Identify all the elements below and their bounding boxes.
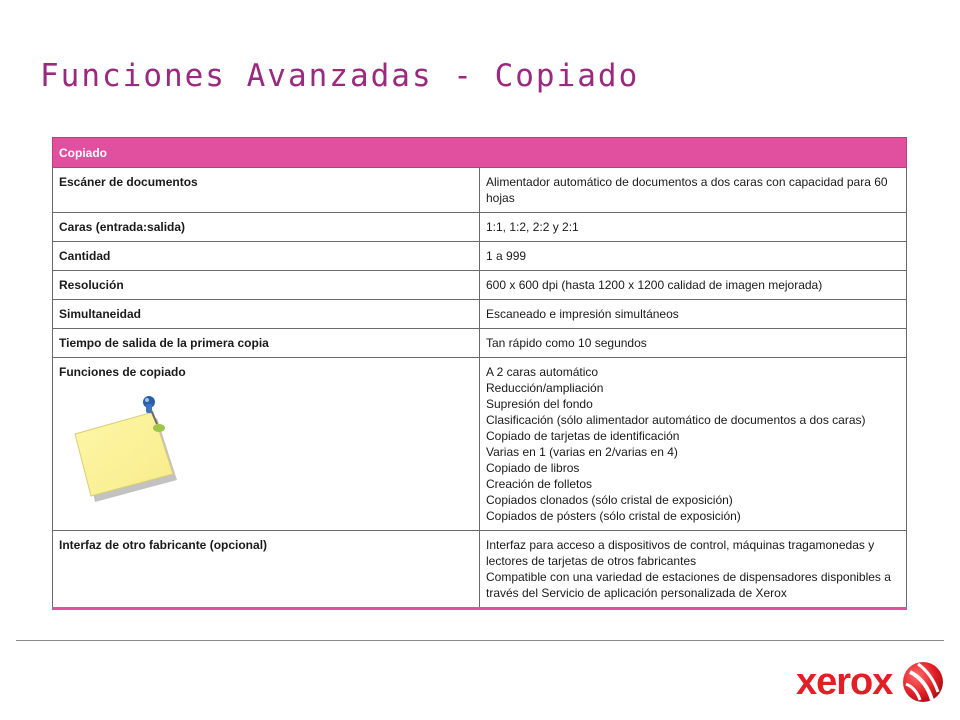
row-label: Simultaneidad [53, 300, 480, 329]
row-label: Interfaz de otro fabricante (opcional) [53, 531, 480, 609]
table-row [53, 242, 907, 271]
features-label-cell [53, 358, 480, 531]
footer-divider [16, 640, 944, 641]
row-value: Escaneado e impresión simultáneos [480, 300, 907, 329]
row-label: Caras (entrada:salida) [53, 213, 480, 242]
xerox-sphere-icon [902, 660, 944, 704]
list-item: Interfaz para acceso a dispositivos de control, máquinas tragamonedas y lectores de tarjetas de otros fabricantes [486, 538, 875, 568]
copy-spec-table [52, 137, 907, 610]
list-item: Compatible con una variedad de estaciones de dispensadores disponibles a través del Servicio de aplicación personalizada de Xerox [486, 570, 891, 600]
page-title: Funciones Avanzadas - Copiado [40, 58, 640, 94]
table-row [53, 329, 907, 358]
row-value: 1:1, 1:2, 2:2 y 2:1 [480, 213, 907, 242]
table-row [53, 168, 907, 213]
row-value: Alimentador automático de documentos a dos caras con capacidad para 60 hojas [480, 168, 907, 213]
list-item: Creación de folletos [486, 477, 593, 491]
sticky-note-icon [69, 396, 189, 506]
table-row-features [53, 358, 907, 531]
table-row-interface [53, 531, 907, 609]
row-label: Funciones de copiado [59, 365, 186, 379]
row-label: Escáner de documentos [53, 168, 480, 213]
list-item: Copiados clonados (sólo cristal de exposición) [486, 493, 733, 507]
table-row [53, 271, 907, 300]
table-row [53, 300, 907, 329]
list-item: A 2 caras automático [486, 365, 599, 379]
table-row [53, 213, 907, 242]
list-item: Clasificación (sólo alimentador automático de documentos a dos caras) [486, 413, 866, 427]
list-item: Copiados de pósters (sólo cristal de exposición) [486, 509, 741, 523]
sticky-note-illustration [59, 380, 473, 492]
table-header: Copiado [53, 138, 907, 168]
list-item: Reducción/ampliación [486, 381, 604, 395]
row-value: 600 x 600 dpi (hasta 1200 x 1200 calidad de imagen mejorada) [480, 271, 907, 300]
logo-wordmark: xerox [796, 661, 893, 703]
xerox-logo [796, 660, 946, 708]
row-value: 1 a 999 [480, 242, 907, 271]
row-label: Cantidad [53, 242, 480, 271]
row-value: Tan rápido como 10 segundos [480, 329, 907, 358]
interface-description [480, 531, 907, 609]
features-list [480, 358, 907, 531]
list-item: Supresión del fondo [486, 397, 593, 411]
list-item: Copiado de libros [486, 461, 580, 475]
list-item: Copiado de tarjetas de identificación [486, 429, 680, 443]
table-header-row [53, 138, 907, 168]
row-label: Resolución [53, 271, 480, 300]
row-label: Tiempo de salida de la primera copia [53, 329, 480, 358]
list-item: Varias en 1 (varias en 2/varias en 4) [486, 445, 678, 459]
